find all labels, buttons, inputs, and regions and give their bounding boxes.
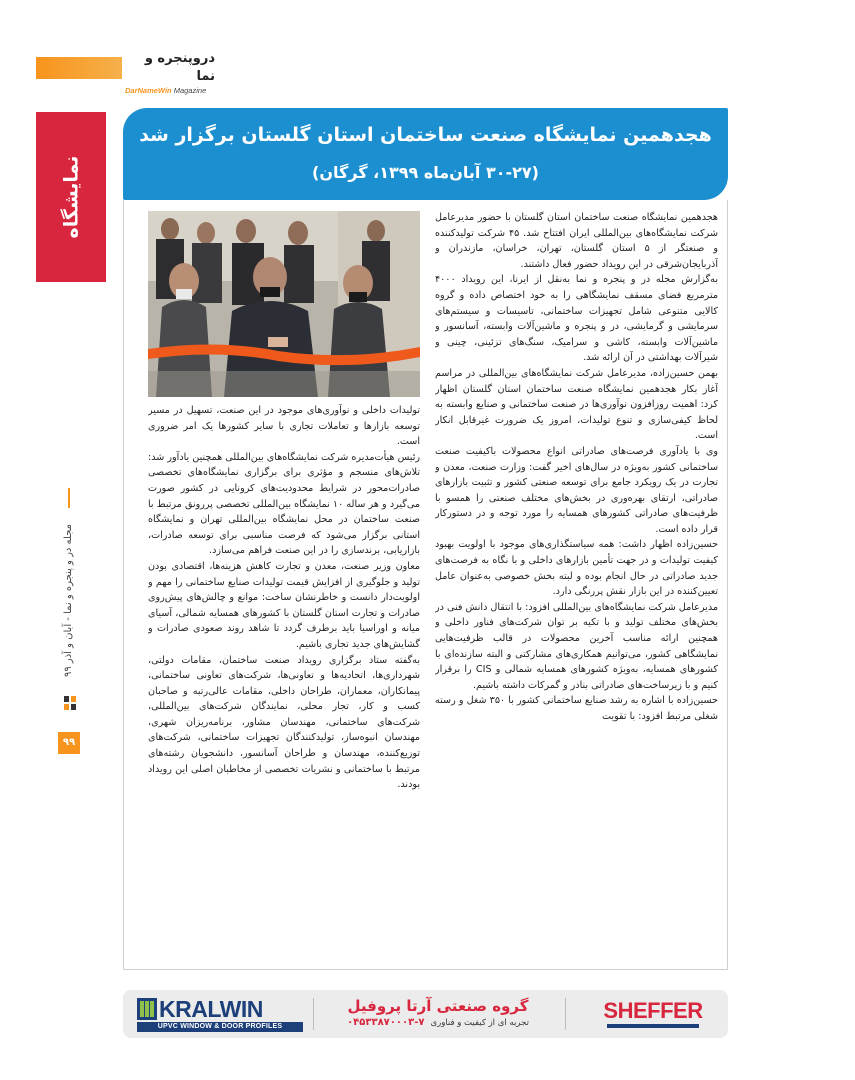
ad-phone-number[interactable]: ۰۴۵۳۳۸۷۰۰۰۳-۷ bbox=[347, 1017, 425, 1028]
margin-accent-line bbox=[68, 488, 70, 508]
page-number: ۹۹ bbox=[58, 732, 80, 754]
paragraph: وی با یادآوری فرصت‌های صادراتی انواع محصولات باکیفیت صنعت ساختمانی کشور به‌ویژه در سال‌های اخیر گفت: وزارت صنعت، معدن و تجارت در یک رویکرد جامع برای توسعه صنعتی کشور و تثبیت بازارهای صادراتی، ارتقای بهره‌وری در بخش‌های مختلف صنعتی را همسو با ظرفیت‌های صادراتی کشورهای همسایه را مورد توجه و در دستورکار قرار داده است. bbox=[435, 445, 718, 535]
magazine-logo-tagline-prefix: DarNameWin bbox=[125, 86, 172, 95]
kralwin-brand-name: KRALWIN bbox=[159, 996, 263, 1022]
header-color-strip bbox=[36, 57, 122, 79]
paragraph: رئیس هیأت‌مدیره شرکت نمایشگاه‌های بین‌المللی همچنین یادآور شد: تلاش‌های منسجم و مؤثری برای برگزاری نمایشگاه‌های تخصصی صادرات‌محور در شرایط محدودیت‌های کرونایی در کشور صورت می‌گیرد و هر ساله ۱۰ نمایشگاه بین‌المللی تخصصی پررونق مرتبط با صنعت ساختمان در محل نمایشگاه بین‌المللی تهران و نمایشگاه استانی برگزار می‌شود که فرصت مناسبی برای توسعه صادرات، بازاریابی، برندسازی را در این صنعت فراهم می‌سازد. bbox=[148, 451, 420, 557]
ad-tagline: تجربه ای از کیفیت و فناوری bbox=[430, 1018, 529, 1028]
magazine-logo-tagline-suffix: Magazine bbox=[173, 86, 207, 95]
paragraph: هجدهمین نمایشگاه صنعت ساختمان استان گلستان با حضور مدیرعامل شرکت نمایشگاه‌های بین‌المللی ایران افتتاح شد. ۴۵ شرکت تولیدکننده و صنعتگر از ۵ استان گلستان، تهران، خراسان، مازندران و آذربایجان‌شرقی در این رویداد حضور فعال داشتند. bbox=[435, 212, 718, 270]
kralwin-window-icon bbox=[137, 998, 157, 1020]
magazine-logo-tagline bbox=[125, 86, 215, 96]
ad-company-block bbox=[323, 996, 553, 1032]
ad-divider bbox=[313, 998, 314, 1030]
advertisement-banner[interactable] bbox=[123, 990, 728, 1038]
magazine-logo-text: دروپنجره و نما bbox=[144, 51, 215, 84]
paragraph: حسین‌زاده اظهار داشت: همه سیاستگذاری‌های موجود با اولویت بهبود کیفیت تولیدات و در جهت تأمین بازارهای داخلی و با نگاه به فرصت‌های جدید صادراتی در حال انجام بوده و لبته بخش خصوصی به‌عنوان عامل تعیین‌کننده در این بازار نقش پررنگی دارد. bbox=[435, 539, 718, 598]
article-title: هجدهمین نمایشگاه صنعت ساختمان استان گلستان برگزار شد bbox=[139, 124, 712, 146]
ad-divider bbox=[565, 998, 566, 1030]
article-column-left bbox=[148, 403, 420, 965]
kralwin-logo bbox=[137, 996, 305, 1032]
sheffer-underline bbox=[607, 1024, 699, 1028]
issue-info: مجله در و پنجره و نما - آبان و آذر ۹۹ bbox=[63, 523, 75, 677]
kralwin-brand-subtitle: UPVC WINDOW & DOOR PROFILES bbox=[137, 1022, 303, 1032]
sheffer-brand-name: SHEFFER bbox=[603, 998, 703, 1023]
paragraph: معاون وزیر صنعت، معدن و تجارت کاهش هزینه‌ها، اقتصادی بودن تولید و جلوگیری از افزایش قیمت تولیدات صنایع ساختمانی را مهم و اولویت‌دار دانست و خاطرنشان ساخت: موانع و چالش‌های پیش‌روی صادرات و تجارت استان گلستان با کشورهای همسایه شمالی، آسیای میانه و اوراسیا باید برطرف گردد تا شاهد روند صعودی صادرات و گشایش‌های جدید تجاری باشیم. bbox=[148, 560, 420, 650]
magazine-mini-logo-icon bbox=[64, 696, 76, 710]
ribbon-cutting-photo-image bbox=[148, 211, 420, 397]
paragraph: بهمن حسین‌زاده، مدیرعامل شرکت نمایشگاه‌های بین‌المللی در مراسم آغاز بکار هجدهمین نمایشگاه صنعت ساختمان استان گلستان اظهار کرد: اهمیت روزافزون نوآوری‌ها در صنعت ساختمانی و صنایع وابسته به لحاظ کیفی‌سازی و تنوع تولیدات، امروز یک ضرورت غیرقابل انکار است. bbox=[435, 367, 718, 442]
title-banner bbox=[123, 108, 728, 200]
paragraph: تولیدات داخلی و نوآوری‌های موجود در این صنعت، تسهیل در مسیر توسعه بازارها و تعاملات تجاری با سایر کشورها یک امر ضروری است. bbox=[148, 405, 420, 448]
paragraph: به‌گفته ستاد برگزاری رویداد صنعت ساختمان، مقامات دولتی، شهرداری‌ها، اتحادیه‌ها و تعاونی‌ها، شرکت‌های تعاونی ساختمانی، پیمانکاران، معماران، طراحان داخلی، مقامات عالی‌رتبه و صاحبان کسب و کار، تجار محلی، نمایندگان شرکت‌های بین‌المللی، شرکت‌های ساختمانی، مهندسان مشاور، برنامه‌ریزان شهری، مهندسان انبوه‌ساز، تولیدکنندگان تجهیزات ساختمانی، شرکت‌های توزیع‌کننده، مهندسان و طراحان آسانسور، دانشجویان رشته‌های مرتبط با ساختمانی و نشریات تخصصی از مخاطبان اصلی این رویداد بودند. bbox=[148, 654, 420, 791]
sheffer-logo bbox=[593, 998, 713, 1032]
paragraph: حسین‌زاده با اشاره به رشد صنایع ساختمانی کشور با ۳۵۰ شغل و رسته شغلی مرتبط افزود: با تقویت bbox=[435, 695, 718, 722]
ribbon-cutting-photo bbox=[148, 211, 420, 397]
article-subtitle: (۳۰-۲۷ آبان‌ماه ۱۳۹۹، گرگان) bbox=[312, 163, 539, 182]
ad-company-name: گروه صنعتی آرتا پروفیل bbox=[347, 997, 529, 1015]
section-tab-label: نمایشگاه bbox=[60, 155, 82, 239]
article-column-right bbox=[435, 210, 718, 965]
magazine-logo bbox=[125, 50, 215, 95]
section-tab bbox=[36, 112, 106, 282]
paragraph: مدیرعامل شرکت نمایشگاه‌های بین‌المللی افزود: با انتقال دانش فنی در بخش‌های مختلف تولید و با تکیه بر توان شرکت‌های فناور داخلی و همچنین ارائه مناسب آخرین محصولات در قالب ظرفیت‌هایی نمایشگاهی کشور، می‌توانیم همکاری‌های مشارکتی و البته سازنده‌ای با کشورهای همسایه، به‌ویژه کشورهای همسایه شمالی و CIS را برقرار کنیم و با زیرساخت‌های صادراتی بنادر و گمرکات داشته باشیم. bbox=[435, 601, 718, 691]
paragraph: به‌گزارش مجله در و پنجره و نما به‌نقل از ایرنا، این رویداد ۴۰۰۰ مترمربع فضای مسقف نمایشگاهی را به خود اختصاص داده و گروه کالایی متنوعی شامل تجهیزات ساختمانی، تاسیسات و سیستم‌های سرمایشی و گرمایشی، در و پنجره و ماشین‌آلات وابسته، آسانسور و ماشین‌آلات وابسته، کاشی و سرامیک، سنگ‌های تزئینی، چینی و شیرآلات بهداشتی در آن ارائه شد. bbox=[435, 274, 718, 364]
